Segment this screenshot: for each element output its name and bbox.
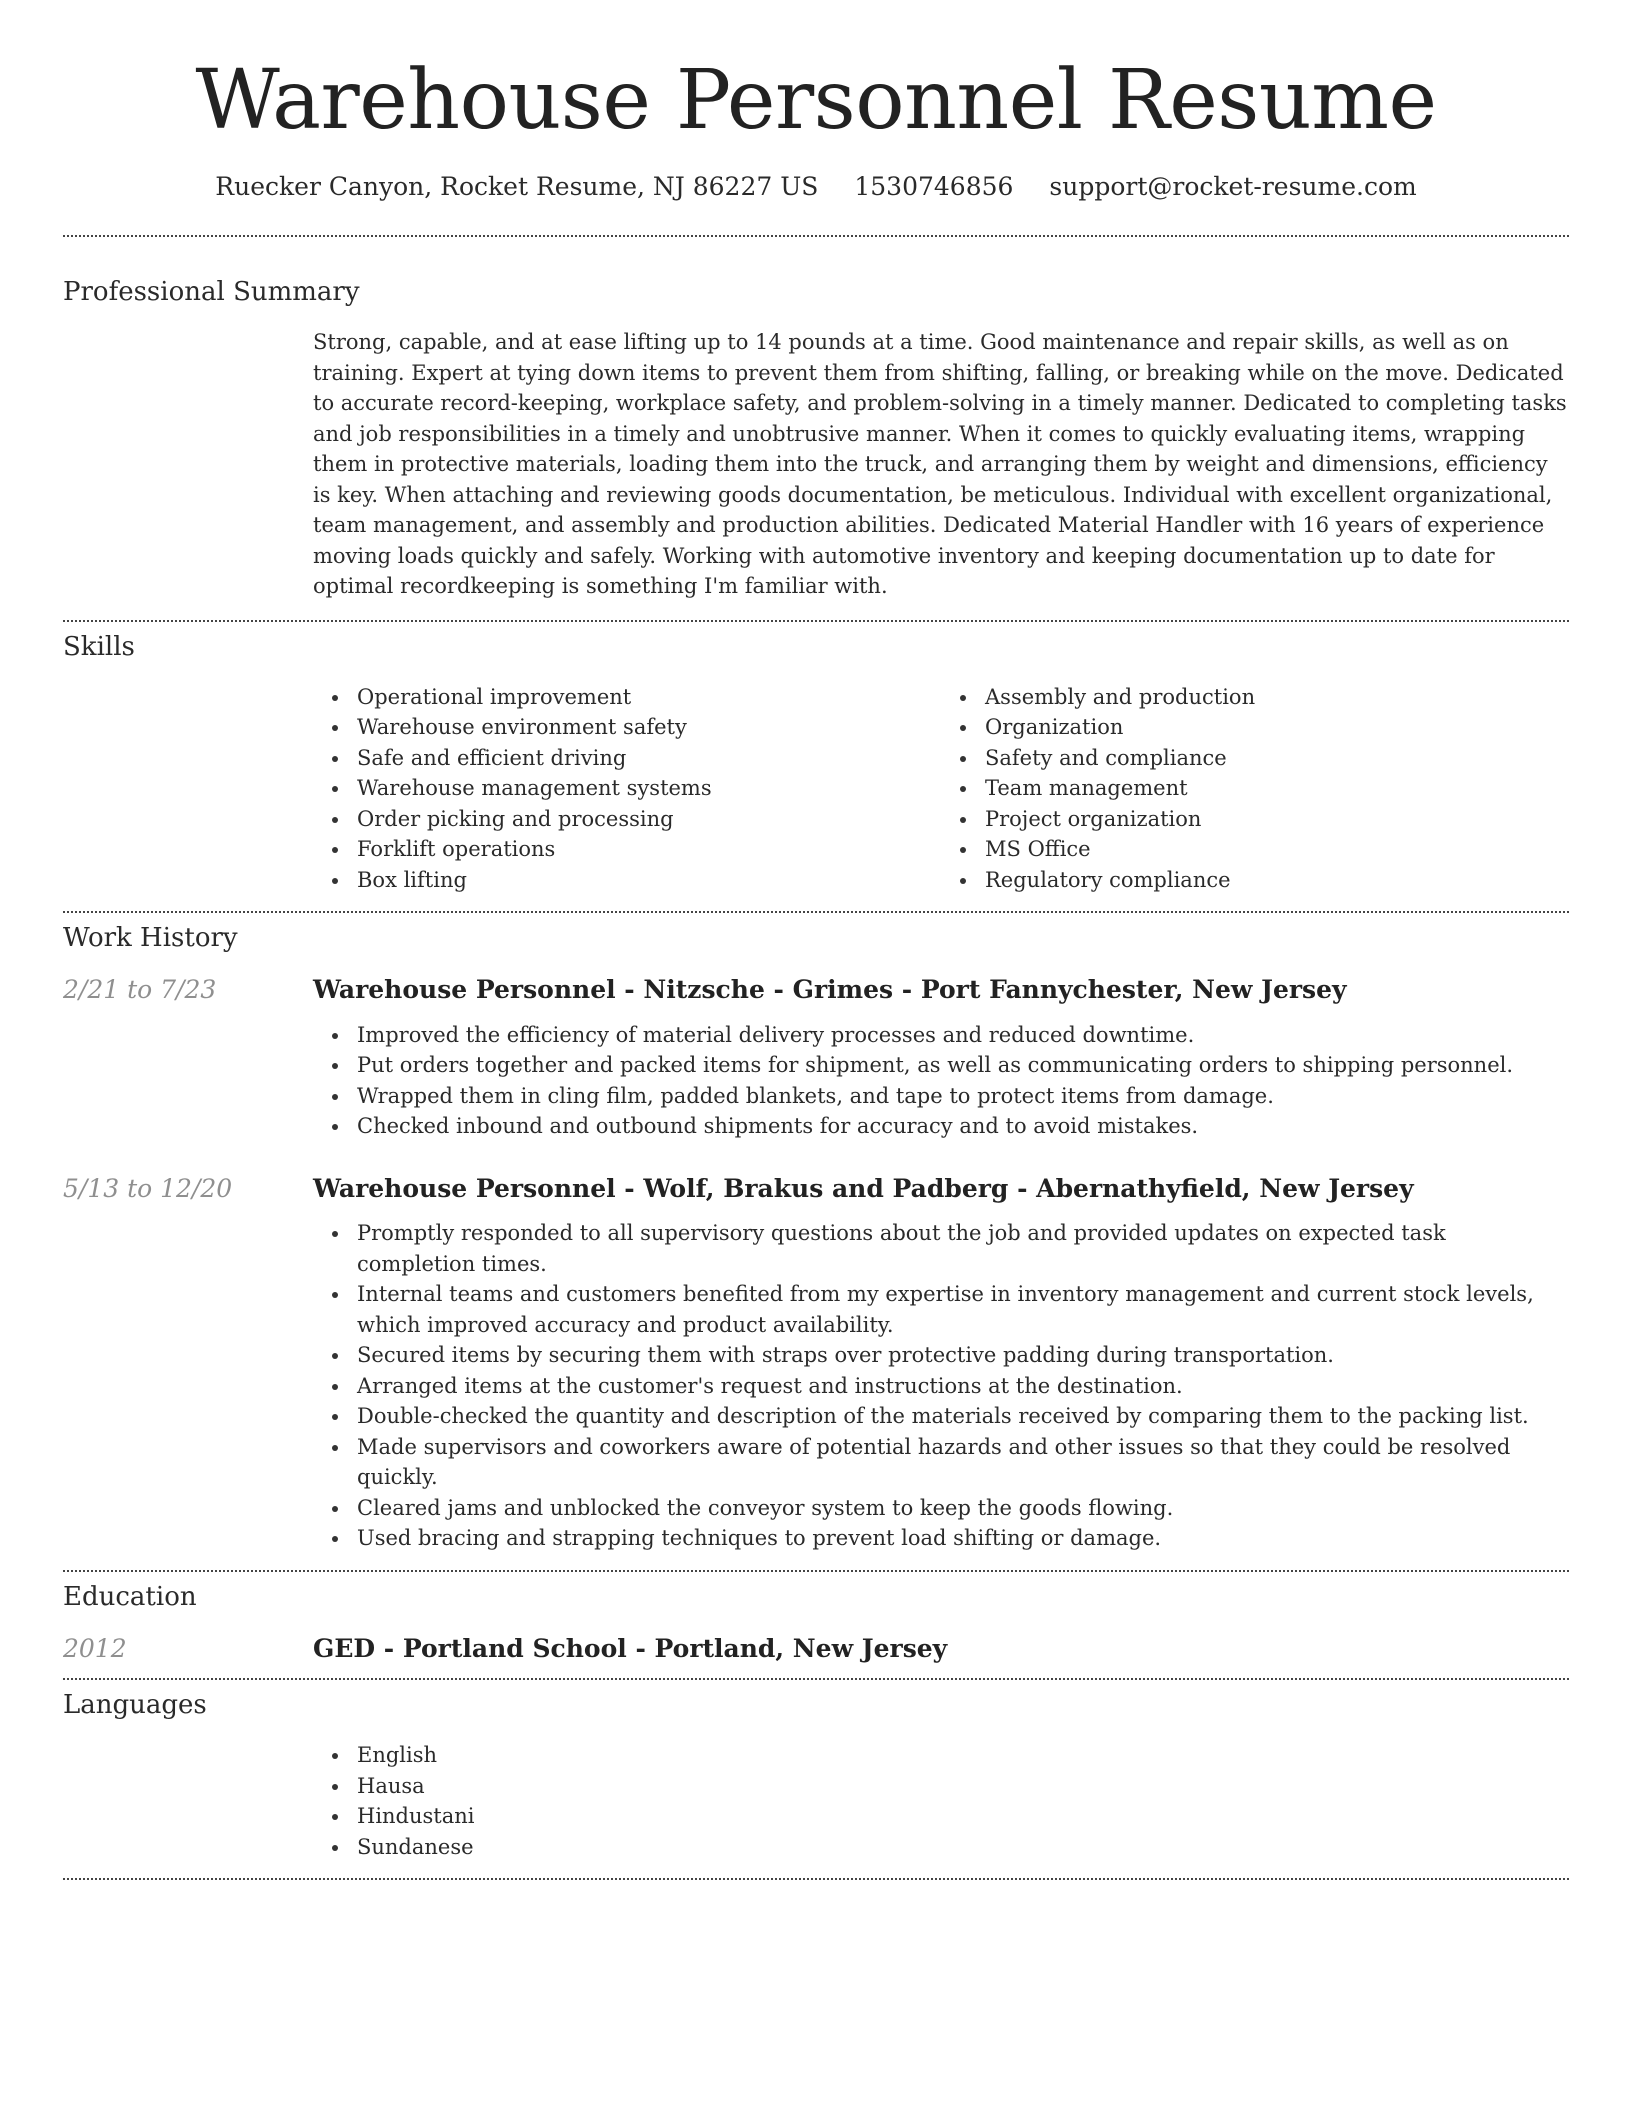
skill-item: Warehouse environment safety <box>357 712 941 743</box>
contact-phone: 1530746856 <box>854 172 1014 202</box>
skill-item: Assembly and production <box>985 682 1569 713</box>
skills-section <box>63 622 1569 912</box>
skill-item: Warehouse management systems <box>357 773 941 804</box>
contact-email: support@rocket-resume.com <box>1049 172 1417 202</box>
duty-item: Cleared jams and unblocked the conveyor system to keep the goods flowing. <box>357 1493 1569 1524</box>
job-dates: 2/21 to 7/23 <box>63 975 217 1005</box>
languages-heading: Languages <box>63 1690 207 1721</box>
language-item: Sundanese <box>357 1832 1569 1863</box>
section-divider <box>63 1878 1569 1880</box>
job-duties <box>313 1020 1569 1142</box>
contact-info <box>63 172 1569 201</box>
duty-item: Arranged items at the customer's request and instructions at the destination. <box>357 1371 1569 1402</box>
work-section <box>63 913 1569 1570</box>
skills-heading: Skills <box>63 631 135 662</box>
education-heading: Education <box>63 1581 197 1612</box>
language-item: English <box>357 1740 1569 1771</box>
duty-item: Internal teams and customers benefited from my expertise in inventory management and current stock levels, which improved accuracy and product availability. <box>357 1279 1569 1340</box>
summary-heading: Professional Summary <box>63 277 360 308</box>
skills-list-right <box>941 682 1569 896</box>
job-entry <box>63 975 1569 1142</box>
languages-section <box>63 1680 1569 1878</box>
job-dates: 5/13 to 12/20 <box>63 1173 233 1203</box>
job-title: Warehouse Personnel - Nitzsche - Grimes - Port Fannychester, New Jersey <box>313 975 1347 1005</box>
duty-item: Used bracing and strapping techniques to prevent load shifting or damage. <box>357 1523 1569 1554</box>
language-item: Hausa <box>357 1771 1569 1802</box>
contact-address: Ruecker Canyon, Rocket Resume, NJ 86227 US <box>215 172 819 202</box>
skill-item: Regulatory compliance <box>985 865 1569 896</box>
skill-item: Order picking and processing <box>357 804 941 835</box>
resume-title: Warehouse Personnel Resume <box>195 53 1437 148</box>
skill-item: Team management <box>985 773 1569 804</box>
education-title: GED - Portland School - Portland, New Jersey <box>313 1633 948 1663</box>
skill-item: Operational improvement <box>357 682 941 713</box>
job-duties <box>313 1218 1569 1554</box>
duty-item: Checked inbound and outbound shipments for accuracy and to avoid mistakes. <box>357 1111 1569 1142</box>
skill-item: Project organization <box>985 804 1569 835</box>
duty-item: Made supervisors and coworkers aware of potential hazards and other issues so that they could be resolved quickly. <box>357 1432 1569 1493</box>
duty-item: Promptly responded to all supervisory questions about the job and provided updates on expected task completion times. <box>357 1218 1569 1279</box>
work-heading: Work History <box>63 923 238 954</box>
duty-item: Wrapped them in cling film, padded blankets, and tape to protect items from damage. <box>357 1081 1569 1112</box>
languages-list <box>313 1740 1569 1862</box>
education-year: 2012 <box>63 1633 127 1663</box>
skill-item: Forklift operations <box>357 834 941 865</box>
duty-item: Secured items by securing them with straps over protective padding during transportation. <box>357 1340 1569 1371</box>
skill-item: Safety and compliance <box>985 743 1569 774</box>
skill-item: Safe and efficient driving <box>357 743 941 774</box>
skills-list-left <box>313 682 941 896</box>
skill-item: Box lifting <box>357 865 941 896</box>
duty-item: Improved the efficiency of material delivery processes and reduced downtime. <box>357 1020 1569 1051</box>
education-section <box>63 1572 1569 1679</box>
skill-item: MS Office <box>985 834 1569 865</box>
job-entry <box>63 1174 1569 1554</box>
summary-text: Strong, capable, and at ease lifting up to 14 pounds at a time. Good maintenance and repair skills, as well as on training. Expert at tying down items to prevent them from shifting, falling, or breaking while on the move. Dedicated to accurate record-keeping, workplace safety, and problem-solving in a timely manner. Dedicated to completing tasks and job responsibilities in a timely and unobtrusive manner. When it comes to quickly evaluating items, wrapping them in protective materials, loading them into the truck, and arranging them by weight and dimensions, efficiency is key. When attaching and reviewing goods documentation, be meticulous. Individual with excellent organizational, team management, and assembly and production abilities. Dedicated Material Handler with 16 years of experience moving loads quickly and safely. Working with automotive inventory and keeping documentation up to date for optimal recordkeeping is something I'm familiar with. <box>313 330 1567 599</box>
skill-item: Organization <box>985 712 1569 743</box>
job-title: Warehouse Personnel - Wolf, Brakus and Padberg - Abernathyfield, New Jersey <box>313 1173 1414 1203</box>
duty-item: Double-checked the quantity and description of the materials received by comparing them to the packing list. <box>357 1401 1569 1432</box>
duty-item: Put orders together and packed items for shipment, as well as communicating orders to shipping personnel. <box>357 1050 1569 1081</box>
education-entry <box>63 1634 1569 1665</box>
summary-section <box>63 237 1569 620</box>
language-item: Hindustani <box>357 1801 1569 1832</box>
